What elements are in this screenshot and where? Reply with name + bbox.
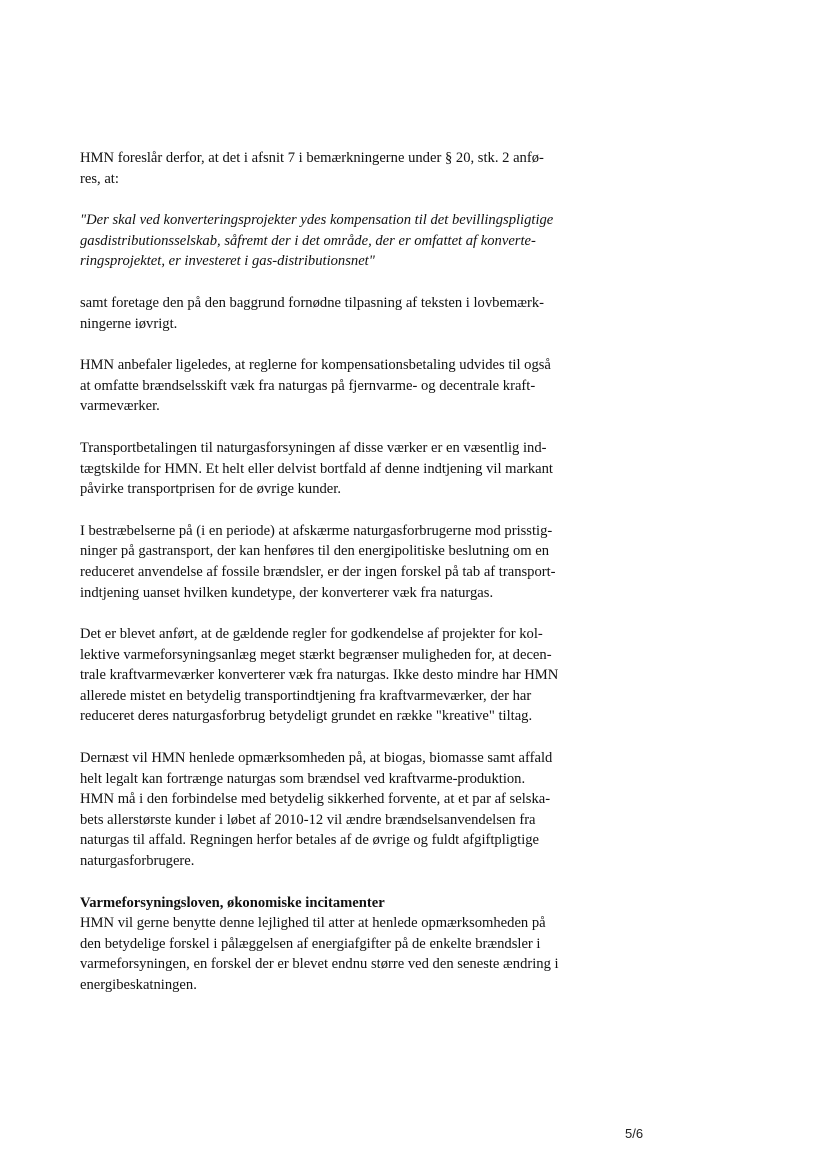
text-line: HMN anbefaler ligeledes, at reglerne for kompensationsbetaling udvides til også — [80, 357, 551, 374]
paragraph-proposal — [80, 148, 590, 189]
text-line: HMN vil gerne benytte denne lejlighed til atter at henlede opmærksomheden på — [80, 915, 546, 932]
page-number: 5/6 — [625, 1126, 644, 1141]
text-line: res, at: — [80, 170, 119, 187]
text-line: reduceret anvendelse af fossile brændsler, er der ingen forskel på tab af transport- — [80, 563, 556, 580]
text-line: reduceret deres naturgasforbrug betydeligt grundet en række "kreative" tiltag. — [80, 708, 533, 725]
paragraph-adjustment — [80, 293, 590, 334]
document-body — [80, 148, 590, 1017]
text-line: indtjening uanset hvilken kundetype, der konverterer væk fra naturgas. — [80, 584, 494, 601]
text-line: Transportbetalingen til naturgasforsyningen af disse værker er en væsentlig ind- — [80, 439, 547, 456]
paragraph-biogas — [80, 748, 590, 872]
text-line: varmeforsyningen, en forskel der er blevet endnu større ved den seneste ændring i — [80, 956, 559, 973]
paragraph-energy-taxes — [80, 913, 590, 995]
text-line: allerede mistet en betydelig transportindtjening fra kraftvarmeværker, der har — [80, 687, 532, 704]
text-line: "Der skal ved konverteringsprojekter ydes kompensation til det bevillingspligtige — [80, 212, 554, 229]
text-line: I bestræbelserne på (i en periode) at afskærme naturgasforbrugerne mod prisstig- — [80, 522, 553, 539]
text-line: naturgasforbrugere. — [80, 853, 195, 870]
text-line: at omfatte brændselsskift væk fra naturgas på fjernvarme- og decentrale kraft- — [80, 377, 536, 394]
text-line: energibeskatningen. — [80, 977, 197, 993]
text-line: bets allerstørste kunder i løbet af 2010-12 vil ændre brændselsanvendelsen fra — [80, 811, 536, 828]
text-line: HMN foreslår derfor, at det i afsnit 7 i bemærkningerne under § 20, stk. 2 anfø- — [80, 150, 544, 166]
paragraph-transport-payment — [80, 438, 590, 500]
paragraph-price-protection — [80, 521, 590, 603]
text-line: Det er blevet anført, at de gældende regler for godkendelse af projekter for kol- — [80, 626, 543, 643]
text-line: ningerne iøvrigt. — [80, 315, 178, 332]
paragraph-recommendation — [80, 355, 590, 417]
text-line: den betydelige forskel i pålæggelsen af energiafgifter på de enkelte brændsler i — [80, 935, 541, 952]
text-line: varmeværker. — [80, 398, 160, 415]
text-line: helt legalt kan fortrænge naturgas som brændsel ved kraftvarme-produktion. — [80, 770, 526, 787]
text-line: tægtskilde for HMN. Et helt eller delvist bortfald af denne indtjening vil markant — [80, 460, 553, 477]
text-line: lektive varmeforsyningsanlæg meget stærkt begrænser muligheden for, at decen- — [80, 646, 552, 663]
text-line: trale kraftvarmeværker konverterer væk fra naturgas. Ikke desto mindre har HMN — [80, 667, 559, 684]
text-line: naturgas til affald. Regningen herfor betales af de øvrige og fuldt afgiftpligtige — [80, 832, 540, 849]
section-heading: Varmeforsyningsloven, økonomiske incitamenter — [80, 894, 385, 911]
paragraph-approval-rules — [80, 624, 590, 727]
text-line: HMN må i den forbindelse med betydelig sikkerhed forvente, at et par af selska- — [80, 791, 551, 808]
text-line: gasdistributionsselskab, såfremt der i det område, der er omfattet af konverte- — [80, 232, 536, 249]
text-line: Dernæst vil HMN henlede opmærksomheden på, at biogas, biomasse samt affald — [80, 750, 553, 767]
text-line: ninger på gastransport, der kan henføres til den energipolitiske beslutning om en — [80, 543, 550, 560]
quoted-amendment — [80, 210, 590, 272]
text-line: ringsprojektet, er investeret i gas-distributionsnet" — [80, 253, 375, 270]
text-line: påvirke transportprisen for de øvrige kunder. — [80, 481, 341, 498]
text-line: samt foretage den på den baggrund fornødne tilpasning af teksten i lovbemærk- — [80, 294, 545, 311]
